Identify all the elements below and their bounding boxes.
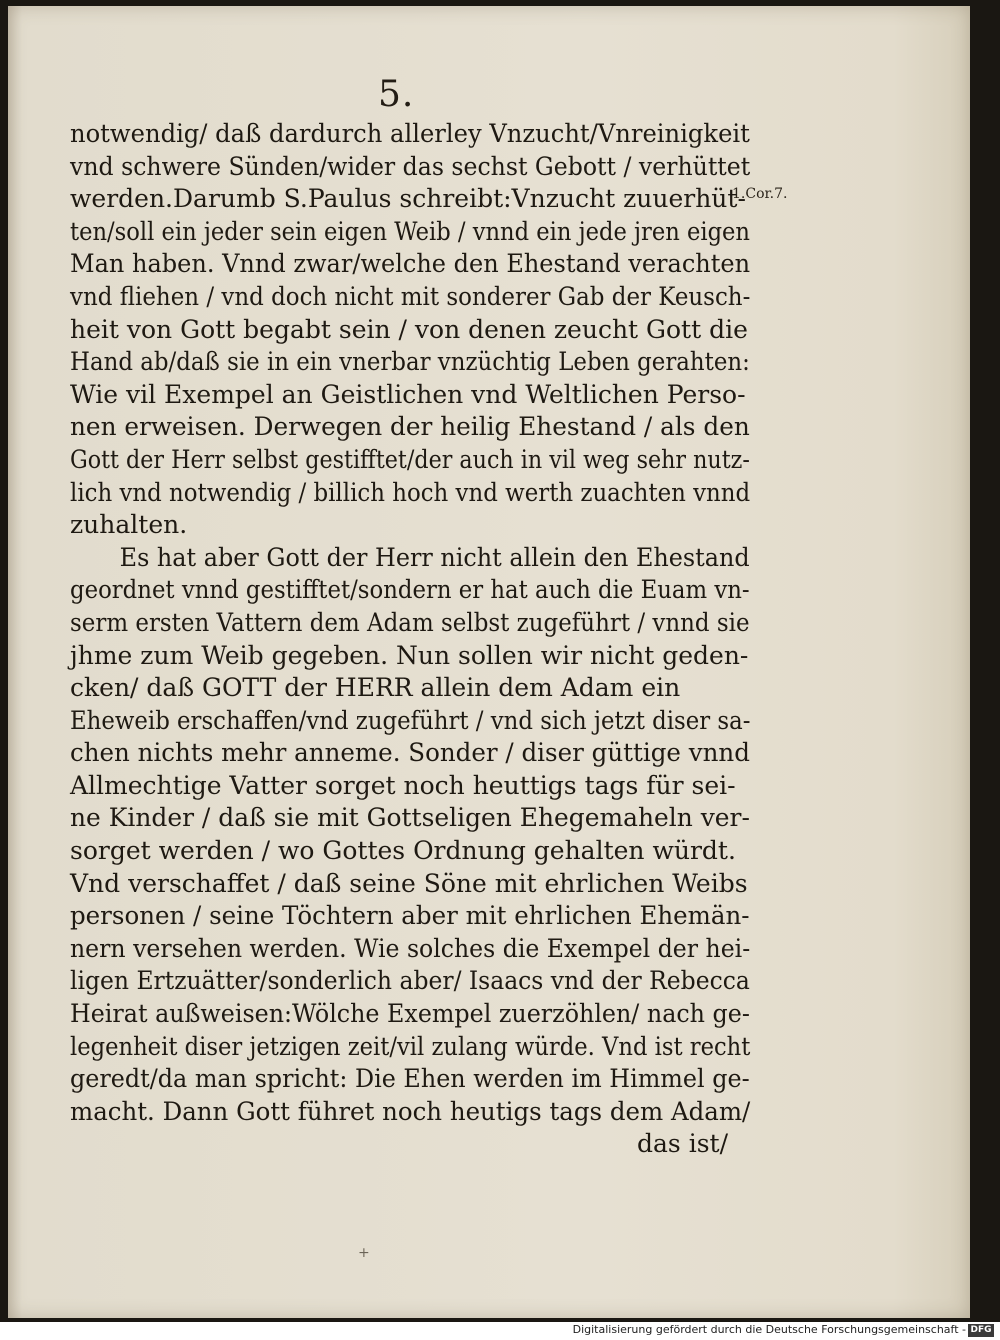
footer-credit: Digitalisierung gefördert durch die Deutsche Forschungsgemeinschaft - bbox=[572, 1323, 966, 1336]
text-line: Allmechtige Vatter sorget noch heuttigs tags für sei- bbox=[70, 770, 736, 800]
text-line: werden.Darumb S.Paulus schreibt:Vnzucht zuuerhüt- bbox=[70, 184, 746, 214]
text-line: lich vnd notwendig / billich hoch vnd werth zuachten vnnd bbox=[70, 477, 751, 507]
text-line: Gott der Herr selbst gestifftet/der auch in vil weg sehr nutz- bbox=[70, 444, 750, 474]
margin-reference: 1.Cor.7. bbox=[732, 186, 788, 202]
text-line: ten/soll ein jeder sein eigen Weib / vnnd ein jede jren eigen bbox=[70, 216, 750, 246]
text-line: personen / seine Töchtern aber mit ehrlichen Ehemän- bbox=[70, 901, 750, 931]
text-line: vnd fliehen / vnd doch nicht mit sonderer Gab der Keusch- bbox=[70, 281, 751, 311]
text-line: ne Kinder / daß sie mit Gottseligen Ehegemaheln ver- bbox=[70, 803, 750, 833]
text-line: serm ersten Vattern dem Adam selbst zugeführt / vnnd sie bbox=[70, 607, 750, 637]
text-line: chen nichts mehr anneme. Sonder / diser güttige vnnd bbox=[70, 738, 750, 768]
text-line: sorget werden / wo Gottes Ordnung gehalten würdt. bbox=[70, 836, 736, 866]
text-line: Es hat aber Gott der Herr nicht allein den Ehestand bbox=[119, 542, 750, 572]
text-line: macht. Dann Gott führet noch heutigs tags dem Adam/ bbox=[70, 1096, 751, 1126]
text-line: cken/ daß GOTT der HERR allein dem Adam ein bbox=[70, 673, 681, 703]
text-line: vnd schwere Sünden/wider das sechst Gebott / verhüttet bbox=[70, 151, 751, 181]
text-line: legenheit diser jetzigen zeit/vil zulang würde. Vnd ist recht bbox=[70, 1031, 751, 1061]
text-line: Wie vil Exempel an Geistlichen vnd Weltlichen Perso- bbox=[70, 379, 746, 409]
text-line: nern versehen werden. Wie solches die Exempel der hei- bbox=[70, 933, 751, 963]
page-number: 5. bbox=[378, 74, 415, 115]
text-line: Hand ab/daß sie in ein vnerbar vnzüchtig Leben gerahten: bbox=[70, 347, 750, 377]
text-line: heit von Gott begabt sein / von denen zeucht Gott die bbox=[70, 314, 748, 344]
text-line: das ist/ bbox=[637, 1129, 728, 1159]
text-line: Vnd verschaffet / daß seine Söne mit ehrlichen Weibs bbox=[70, 868, 748, 898]
text-line: jhme zum Weib gegeben. Nun sollen wir nicht geden- bbox=[70, 640, 749, 670]
dfg-logo: DFG bbox=[968, 1324, 994, 1337]
text-line: ligen Ertzuätter/sonderlich aber/ Isaacs vnd der Rebecca bbox=[70, 966, 750, 996]
text-line: notwendig/ daß dardurch allerley Vnzucht/Vnreinigkeit bbox=[70, 119, 750, 148]
text-line: geredt/da man spricht: Die Ehen werden im Himmel ge- bbox=[70, 1064, 750, 1094]
text-line: geordnet vnnd gestifftet/sondern er hat auch die Euam vn- bbox=[70, 575, 750, 605]
page-mark: + bbox=[358, 1245, 370, 1261]
text-line: nen erweisen. Derwegen der heilig Ehestand / als den bbox=[70, 412, 750, 442]
text-line: zuhalten. bbox=[70, 510, 188, 540]
text-line: Man haben. Vnnd zwar/welche den Ehestand verachten bbox=[70, 249, 751, 279]
text-line: Eheweib erschaffen/vnd zugeführt / vnd sich jetzt diser sa- bbox=[70, 705, 751, 735]
footer-bar bbox=[0, 1322, 1000, 1340]
body-text bbox=[70, 118, 750, 1161]
text-line: Heirat außweisen:Wölche Exempel zuerzöhlen/ nach ge- bbox=[70, 999, 750, 1029]
